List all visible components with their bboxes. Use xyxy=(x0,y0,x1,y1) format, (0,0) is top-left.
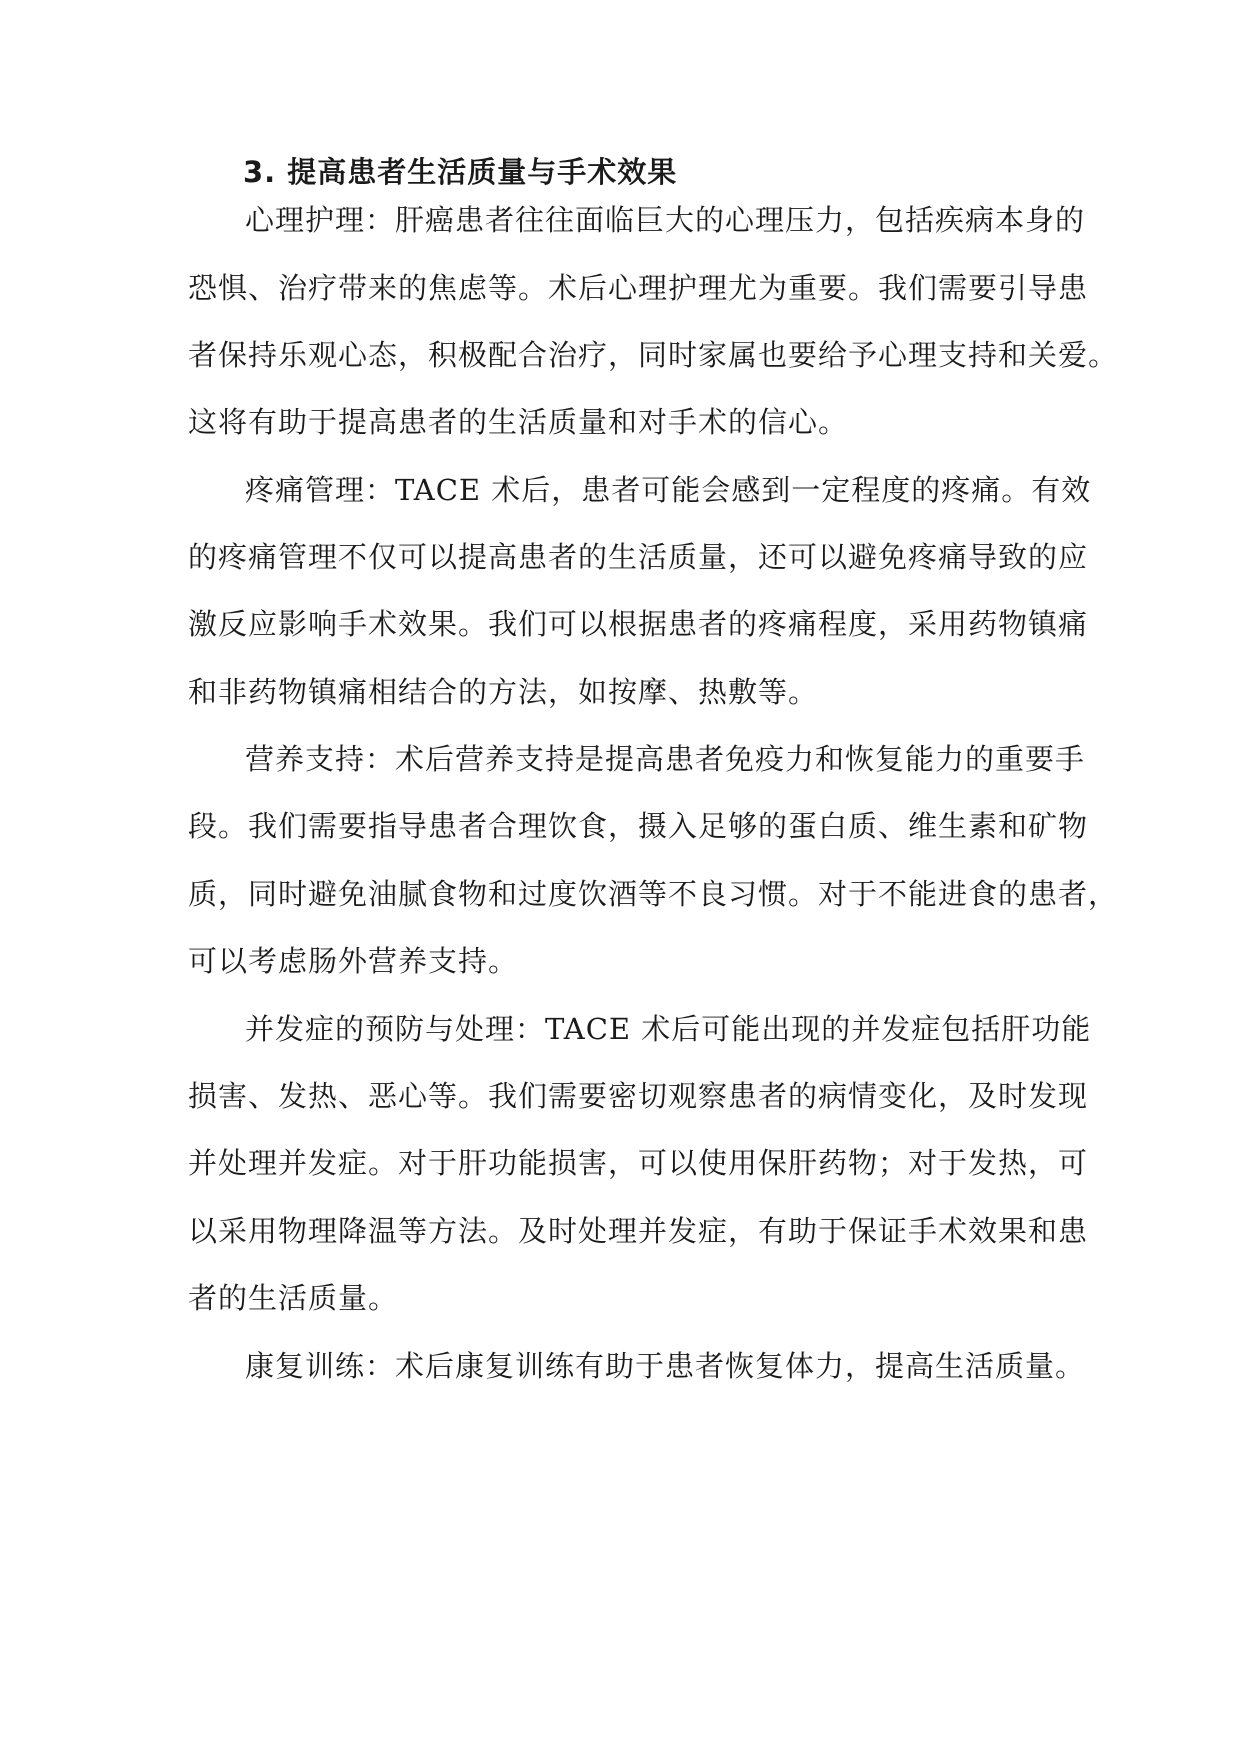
paragraph-line: 营养支持：术后营养支持是提高患者免疫力和恢复能力的重要手 xyxy=(245,742,1086,776)
paragraph-line: 以采用物理降温等方法。及时处理并发症，有助于保证手术效果和患 xyxy=(188,1214,1089,1248)
paragraph-line: 疼痛管理：TACE 术后，患者可能会感到一定程度的疼痛。有效 xyxy=(245,473,1092,507)
paragraph-line: 损害、发热、恶心等。我们需要密切观察患者的病情变化，及时发现 xyxy=(188,1079,1089,1113)
paragraph-line: 段。我们需要指导患者合理饮食，摄入足够的蛋白质、维生素和矿物 xyxy=(188,809,1089,843)
paragraph-line: 和非药物镇痛相结合的方法，如按摩、热敷等。 xyxy=(188,675,819,709)
paragraph-line: 质，同时避免油腻食物和过度饮酒等不良习惯。对于不能进食的患者， xyxy=(188,877,1119,911)
paragraph-line: 者保持乐观心态，积极配合治疗，同时家属也要给予心理支持和关爱。 xyxy=(188,338,1119,372)
paragraph-line: 并处理并发症。对于肝功能损害，可以使用保肝药物；对于发热，可 xyxy=(188,1146,1089,1180)
paragraph-line: 心理护理：肝癌患者往往面临巨大的心理压力，包括疾病本身的 xyxy=(245,203,1086,237)
paragraph-line: 并发症的预防与处理：TACE 术后可能出现的并发症包括肝功能 xyxy=(245,1012,1092,1046)
paragraph-line: 这将有助于提高患者的生活质量和对手术的信心。 xyxy=(188,405,849,439)
paragraph-line: 康复训练：术后康复训练有助于患者恢复体力，提高生活质量。 xyxy=(245,1349,1086,1383)
paragraph-line: 激反应影响手术效果。我们可以根据患者的疼痛程度，采用药物镇痛 xyxy=(188,607,1089,641)
section-heading: 3. 提高患者生活质量与手术效果 xyxy=(243,155,678,189)
paragraph-line: 者的生活质量。 xyxy=(188,1281,399,1315)
paragraph-line: 可以考虑肠外营养支持。 xyxy=(188,944,519,978)
paragraph-line: 恐惧、治疗带来的焦虑等。术后心理护理尤为重要。我们需要引导患 xyxy=(188,271,1089,305)
paragraph-line: 的疼痛管理不仅可以提高患者的生活质量，还可以避免疼痛导致的应 xyxy=(188,540,1089,574)
